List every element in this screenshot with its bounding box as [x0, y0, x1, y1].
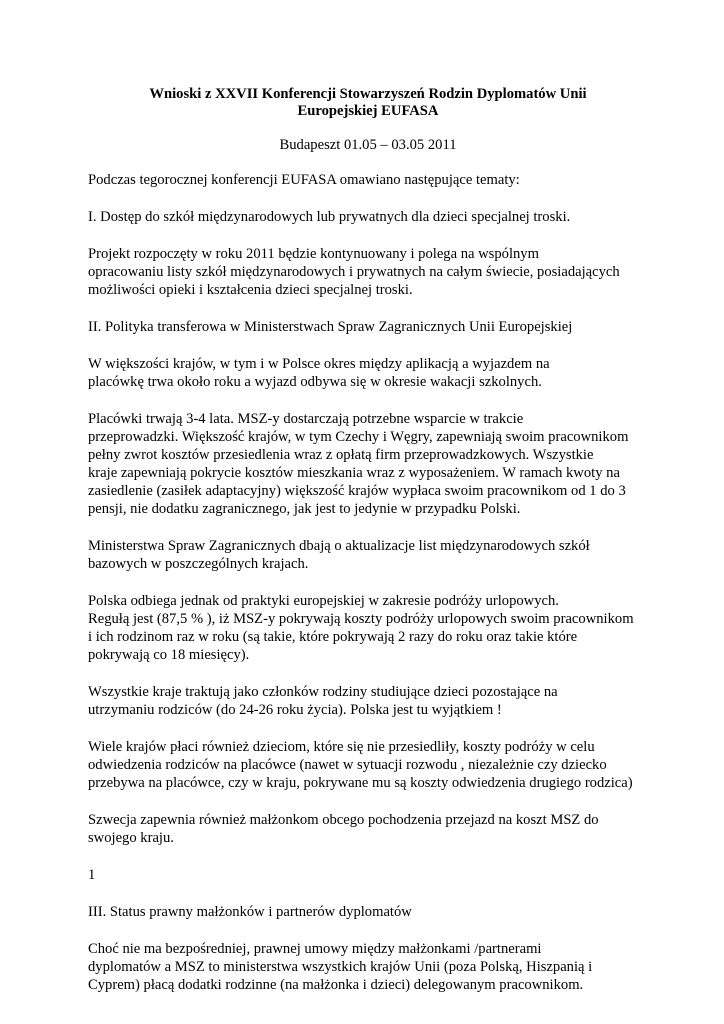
paragraph-line: przeprowadzki. Większość krajów, w tym Czechy i Węgry, zapewniają swoim pracownikom [88, 429, 629, 445]
paragraph [88, 355, 648, 391]
paragraph-line: Regułą jest (87,5 % ), iż MSZ-y pokrywają koszty podróży urlopowych swoim pracownikom [88, 611, 634, 627]
document-title [88, 86, 648, 120]
paragraph [88, 683, 648, 719]
paragraph [88, 208, 648, 226]
paragraph-line: przebywa na placówce, czy w kraju, pokrywane mu są koszty odwiedzenia drugiego rodzica) [88, 775, 633, 791]
paragraph-line: pokrywają co 18 miesięcy). [88, 647, 250, 663]
paragraph-line: i ich rodzinom raz w roku (są takie, które pokrywają 2 razy do roku oraz takie które [88, 629, 578, 645]
paragraph [88, 738, 648, 792]
paragraph-line: Cyprem) płacą dodatki rodzinne (na małżonka i dzieci) delegowanym pracownikom. [88, 977, 584, 993]
document-body [88, 171, 648, 994]
paragraph-line: zasiedlenie (zasiłek adaptacyjny) większość krajów wypłaca swoim pracownikom od 1 do 3 [88, 483, 626, 499]
paragraph-line: III. Status prawny małżonków i partnerów dyplomatów [88, 904, 412, 920]
paragraph [88, 866, 648, 884]
paragraph-line: W większości krajów, w tym i w Polsce okres między aplikacją a wyjazdem na [88, 356, 550, 372]
paragraph [88, 903, 648, 921]
paragraph-line: pensji, nie dodatku zagranicznego, jak jest to jedynie w przypadku Polski. [88, 501, 521, 517]
paragraph-line: opracowaniu listy szkół międzynarodowych i prywatnych na całym świecie, posiadających [88, 264, 620, 280]
paragraph-line: placówkę trwa około roku a wyjazd odbywa się w okresie wakacji szkolnych. [88, 374, 542, 390]
paragraph-line: możliwości opieki i kształcenia dzieci specjalnej troski. [88, 282, 413, 298]
paragraph-line: swojego kraju. [88, 830, 174, 846]
paragraph [88, 940, 648, 994]
place-date-line: Budapeszt 01.05 – 03.05 2011 [279, 137, 457, 153]
paragraph [88, 318, 648, 336]
paragraph-line: bazowych w poszczególnych krajach. [88, 556, 309, 572]
paragraph-line: Szwecja zapewnia również małżonkom obcego pochodzenia przejazd na koszt MSZ do [88, 812, 599, 828]
paragraph-line: 1 [88, 867, 96, 883]
paragraph-line: Wiele krajów płaci również dzieciom, które się nie przesiedliły, koszty podróży w celu [88, 739, 595, 755]
paragraph-line: Choć nie ma bezpośredniej, prawnej umowy między małżonkami /partnerami [88, 941, 542, 957]
paragraph-line: kraje zapewniają pokrycie kosztów mieszkania wraz z wyposażeniem. W ramach kwoty na [88, 465, 620, 481]
paragraph-line: Wszystkie kraje traktują jako członków rodziny studiujące dzieci pozostające na [88, 684, 558, 700]
paragraph-line: odwiedzenia rodziców na placówce (nawet w sytuacji rozwodu , niezależnie czy dziecko [88, 757, 607, 773]
paragraph-line: Placówki trwają 3-4 lata. MSZ-y dostarczają potrzebne wsparcie w trakcie [88, 411, 524, 427]
paragraph [88, 592, 648, 664]
paragraph-line: Ministerstwa Spraw Zagranicznych dbają o aktualizacje list międzynarodowych szkół [88, 538, 590, 554]
paragraph [88, 811, 648, 847]
paragraph [88, 245, 648, 299]
paragraph-line: Projekt rozpoczęty w roku 2011 będzie kontynuowany i polega na wspólnym [88, 246, 539, 262]
paragraph-line: utrzymaniu rodziców (do 24-26 roku życia). Polska jest tu wyjątkiem ! [88, 702, 502, 718]
paragraph-line: dyplomatów a MSZ to ministerstwa wszystkich krajów Unii (poza Polską, Hiszpanią i [88, 959, 593, 975]
paragraph-line: Podczas tegorocznej konferencji EUFASA omawiano następujące tematy: [88, 172, 520, 188]
paragraph-line: pełny zwrot kosztów przesiedlenia wraz z opłatą firm przeprowadzkowych. Wszystkie [88, 447, 594, 463]
title-line: Europejskiej EUFASA [297, 103, 439, 119]
paragraph [88, 537, 648, 573]
title-line: Wnioski z XXVII Konferencji Stowarzyszeń Rodzin Dyplomatów Unii [149, 86, 587, 102]
paragraph [88, 410, 648, 518]
paragraph-line: II. Polityka transferowa w Ministerstwach Spraw Zagranicznych Unii Europejskiej [88, 319, 573, 335]
paragraph-line: Polska odbiega jednak od praktyki europejskiej w zakresie podróży urlopowych. [88, 593, 559, 609]
paragraph-line: I. Dostęp do szkół międzynarodowych lub prywatnych dla dzieci specjalnej troski. [88, 209, 571, 225]
document-page [88, 86, 648, 994]
paragraph [88, 171, 648, 189]
